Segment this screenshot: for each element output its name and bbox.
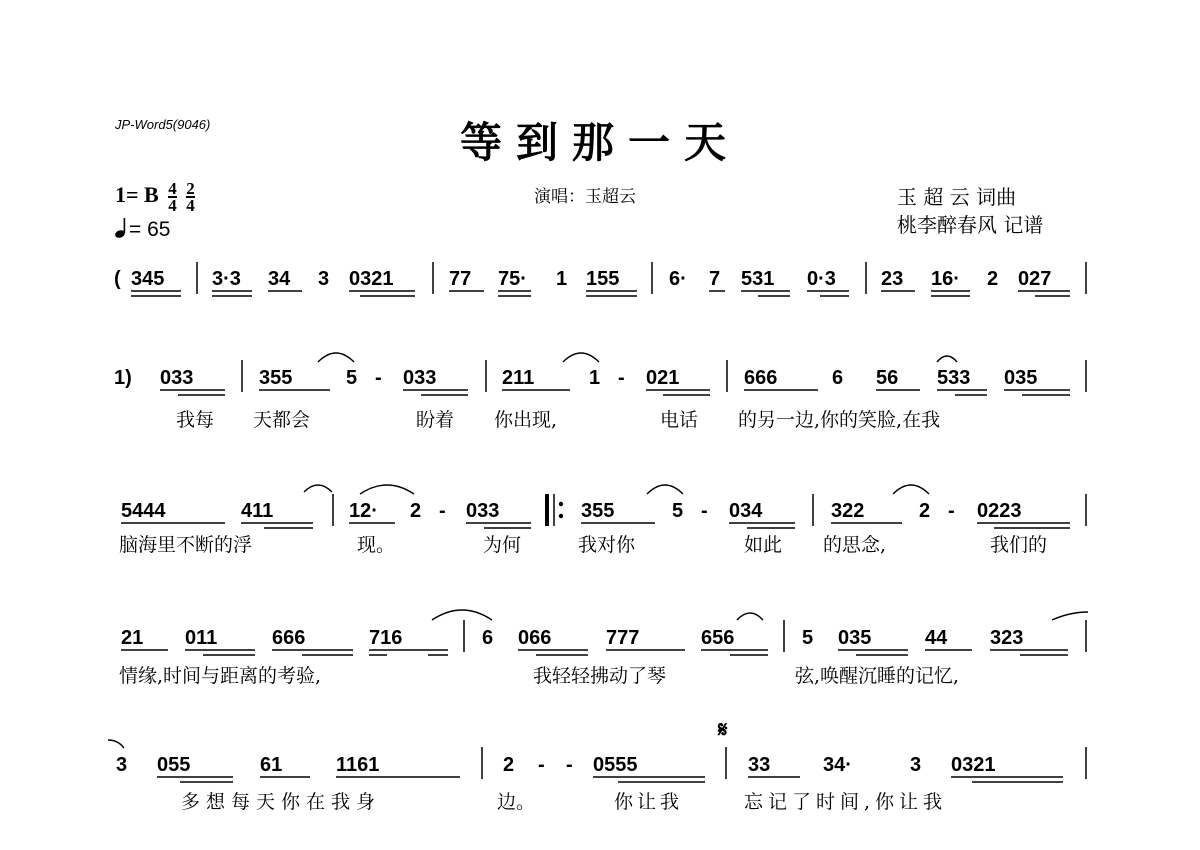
- song-title: 等到那一天: [459, 118, 740, 167]
- note-group: -: [618, 367, 625, 389]
- note-group: 011: [185, 627, 218, 649]
- note-group: 035: [838, 627, 872, 649]
- note-group: 56: [876, 367, 899, 389]
- lyric: 你出现,: [494, 409, 558, 431]
- time-signature-4-4: $\frac{4}{4}$: [168, 179, 177, 215]
- note-group: 2: [503, 754, 515, 776]
- staff-row-1: [114, 262, 1086, 296]
- lyric: 天都会: [253, 409, 311, 431]
- svg-text:𝄋: 𝄋: [718, 718, 728, 743]
- lyric: 脑海里不断的浮: [119, 534, 253, 556]
- note-group: 033: [160, 367, 194, 389]
- note-group: 7: [709, 268, 721, 290]
- tempo-value: = 65: [129, 218, 171, 241]
- note-group: 1): [114, 367, 132, 389]
- note-group: 033: [403, 367, 437, 389]
- note-group: 75·: [498, 268, 527, 290]
- note-group: 066: [518, 627, 552, 649]
- transcriber-credit: 桃李醉春风 记谱: [897, 213, 1044, 237]
- note-group: 1161: [336, 754, 380, 776]
- note-group: 323: [990, 627, 1024, 649]
- note-group: 777: [606, 627, 640, 649]
- underline-beams: [121, 650, 1068, 655]
- note-group: 1: [589, 367, 601, 389]
- note-group: 666: [744, 367, 778, 389]
- note-group: 44: [925, 627, 948, 649]
- note-group: 355: [581, 500, 615, 522]
- lyric: 情缘,时间与距离的考验,: [119, 665, 322, 687]
- note-group: 355: [259, 367, 293, 389]
- lyric: 弦,唤醒沉睡的记忆,: [795, 665, 960, 687]
- note-group: 16·: [931, 268, 960, 290]
- note-group: 6: [482, 627, 494, 649]
- note-group: 5444: [121, 500, 166, 522]
- note-group: 23: [881, 268, 904, 290]
- note-group: 716: [369, 627, 403, 649]
- lyric: 我们的: [990, 534, 1048, 556]
- underline-beams: [131, 291, 1070, 296]
- note-group: 2: [919, 500, 931, 522]
- repeat-start-sign: [547, 494, 563, 526]
- note-group: 3: [910, 754, 922, 776]
- segno-icon: [717, 718, 728, 743]
- note-group: 0555: [593, 754, 638, 776]
- software-label: JP-Word5(9046): [115, 117, 211, 132]
- staff-row-2: [114, 353, 1086, 431]
- note-group: -: [701, 500, 708, 522]
- lyric: 我对你: [578, 534, 636, 556]
- key-label: 1= B: [115, 182, 159, 208]
- tie-slurs: [318, 353, 957, 362]
- lyric: 多想每天你在我身: [181, 791, 382, 813]
- note-group: 2: [987, 268, 999, 290]
- lyric: 的另一边,你的笑脸,在我: [738, 409, 941, 431]
- note-group: 0·3: [807, 268, 836, 290]
- note-group: 531: [741, 268, 775, 290]
- underline-beams: [157, 777, 1063, 782]
- lyric-line-5: [181, 790, 947, 813]
- lyricist-composer-credit: 玉 超 云 词曲: [897, 185, 1017, 209]
- staff-row-5: [108, 718, 1086, 813]
- note-group: 345: [131, 268, 165, 290]
- note-group: 6: [832, 367, 844, 389]
- note-group: 533: [937, 367, 971, 389]
- staff-row-4: [119, 610, 1088, 687]
- note-group: 211: [502, 367, 535, 389]
- note-group: 61: [260, 754, 283, 776]
- note-group: 035: [1004, 367, 1038, 389]
- note-group: 33: [748, 754, 771, 776]
- note-group: 3: [116, 754, 128, 776]
- lyric: 我轻轻拂动了琴: [533, 665, 667, 687]
- note-group: 3: [318, 268, 330, 290]
- singer-credit: 演唱：玉超云: [534, 187, 636, 207]
- note-group: 5: [672, 500, 684, 522]
- note-group: 0321: [349, 268, 394, 290]
- note-group: -: [566, 754, 573, 776]
- time-signature-2-4: $\frac{2}{4}$: [186, 179, 195, 215]
- tie-continuation: [108, 740, 124, 748]
- underline-beams: [121, 523, 1070, 528]
- lyric-line-3: [119, 534, 1047, 556]
- note-group: 12·: [349, 500, 378, 522]
- note-group: 0321: [951, 754, 996, 776]
- lyric: 你让我: [614, 791, 684, 813]
- underline-beams: [160, 390, 1070, 395]
- note-group: 656: [701, 627, 735, 649]
- note-group: -: [375, 367, 382, 389]
- staff-row-3: [119, 485, 1086, 556]
- note-group: 322: [831, 500, 865, 522]
- lyric: 为何: [483, 534, 522, 556]
- note-group: 027: [1018, 268, 1052, 290]
- note-group: 155: [586, 268, 620, 290]
- note-group: 77: [449, 268, 472, 290]
- lyric-line-4: [119, 665, 959, 687]
- note-group: 055: [157, 754, 191, 776]
- lyric: 现。: [357, 534, 396, 556]
- note-group: 033: [466, 500, 500, 522]
- note-group: 411: [241, 500, 274, 522]
- note-group: 666: [272, 627, 306, 649]
- lyric: 的思念,: [823, 534, 887, 556]
- tie-slurs: [432, 610, 1088, 620]
- lyric: 如此: [744, 534, 783, 556]
- note-group: 1: [556, 268, 568, 290]
- note-group: -: [538, 754, 545, 776]
- note-group: 3·3: [212, 268, 241, 290]
- lyric: 忘记了时间,你让我: [744, 791, 948, 813]
- note-group: 021: [646, 367, 680, 389]
- note-group: 21: [121, 627, 144, 649]
- note-group: -: [948, 500, 955, 522]
- note-group: 0223: [977, 500, 1022, 522]
- lyric: 电话: [660, 409, 699, 431]
- lyric: 我每: [176, 409, 215, 431]
- note-group: (: [114, 268, 121, 290]
- lyric-line-2: [176, 409, 940, 431]
- note-group: -: [439, 500, 446, 522]
- note-group: 034: [729, 500, 763, 522]
- note-group: 34: [268, 268, 291, 290]
- tie-slurs: [304, 485, 929, 494]
- note-group: 2: [410, 500, 422, 522]
- note-group: 34·: [823, 754, 852, 776]
- note-group: 5: [346, 367, 358, 389]
- lyric: 边。: [497, 791, 536, 813]
- note-group: 6·: [669, 268, 687, 290]
- lyric: 盼着: [416, 409, 455, 431]
- note-group: 5: [802, 627, 814, 649]
